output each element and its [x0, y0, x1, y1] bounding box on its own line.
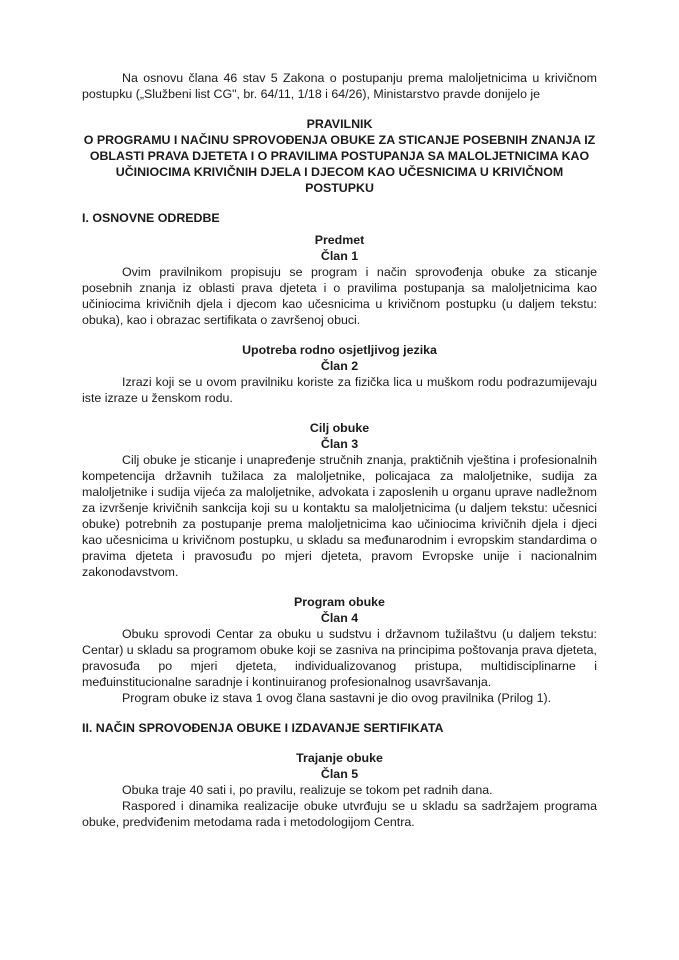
title-line-1: PRAVILNIK: [306, 117, 373, 131]
chapter-heading-1: I. OSNOVNE ODREDBE: [82, 211, 220, 225]
article-3-number: Član 3: [320, 437, 359, 451]
article-3-text: Cilj obuke je sticanje i unapređenje stručnih znanja, praktičnih vještina i profesionalnih kompetencija državnih tužilaca za maloljetnike, policajaca za maloljetnike, sudija za maloljetnike i sudija vijeća za maloljetnike, advokata i zaposlenih u organu uprave nadležnom za izvršenje krivičnih sankcija koji su u kontaktu sa maloljetnicima (u daljem tekstu: učesnici obuke) potrebnih za postupanje prema maloljetnicima kao učiniocima krivičnih djela i djeci kao učesnicima u krivičnom postupku, u skladu sa međunarodnim i evropskim standardima o pravima djeteta i pravosuđu po mjeri djeteta, pravom Evropske unije i nacionalnim zakonodavstvom.: [82, 453, 597, 579]
article-4-number: Član 4: [320, 611, 359, 625]
article-5-text-2: Raspored i dinamika realizacije obuke utvrđuju se u skladu sa sadržajem programa obuke, predviđenim metodama rada i metodologijom Centra.: [82, 799, 597, 829]
document-title: [82, 116, 597, 196]
article-2-number: Član 2: [320, 359, 359, 373]
article-5-number: Član 5: [320, 767, 359, 781]
title-line-4: UČINIOCIMA KRIVIČNIH DJELA I DJECOM KAO UČESNICIMA U KRIVIČNOM POSTUPKU: [115, 165, 564, 195]
article-4-text-2: Program obuke iz stava 1 ovog člana sastavni je dio ovog pravilnika (Prilog 1).: [122, 691, 552, 705]
article-1-title: Predmet: [314, 233, 365, 247]
title-line-2: O PROGRAMU I NAČINU SPROVOĐENJA OBUKE ZA STICANJE POSEBNIH ZNANJA IZ: [83, 133, 596, 147]
article-4-title: Program obuke: [294, 595, 385, 609]
title-line-3: OBLASTI PRAVA DJETETA I O PRAVILIMA POSTUPANJA SA MALOLJETNICIMA KAO: [89, 149, 590, 163]
article-5-title: Trajanje obuke: [296, 751, 383, 765]
article-2-text: Izrazi koji se u ovom pravilniku koriste za fizička lica u muškom rodu podrazumijevaju iste izraze u ženskom rodu.: [82, 375, 597, 405]
chapter-heading-2: II. NAČIN SPROVOĐENJA OBUKE I IZDAVANJE SERTIFIKATA: [82, 721, 444, 735]
intro-paragraph: Na osnovu člana 46 stav 5 Zakona o postupanju prema maloljetnicima u krivičnom postupku („Službeni list CG", br. 64/11, 1/18 i 64/26), Ministarstvo pravde donijelo je: [82, 71, 597, 101]
article-5-text-1: Obuka traje 40 sati i, po pravilu, realizuje se tokom pet radnih dana.: [122, 783, 493, 797]
article-3-title: Cilj obuke: [309, 421, 370, 435]
article-1-number: Član 1: [320, 249, 359, 263]
article-4-text-1: Obuku sprovodi Centar za obuku u sudstvu i državnom tužilaštvu (u daljem tekstu: Centar) u skladu sa programom obuke koji se zasniva na principima poštovanja prava djeteta, pravosuđa po mjeri djeteta, individualizovanog pristupa, multidisciplinarne i međuinstitucionalne saradnje i kontinuiranog profesionalnog usavršavanja.: [82, 627, 597, 689]
article-1-text: Ovim pravilnikom propisuju se program i način sprovođenja obuke za sticanje posebnih znanja iz oblasti prava djeteta i o pravilima postupanja sa maloljetnicima kao učiniocima krivičnih djela i djecom kao učesnicima u krivičnom postupku (u daljem tekstu: obuka), kao i obrazac sertifikata o završenoj obuci.: [82, 265, 597, 327]
article-2-title: Upotreba rodno osjetljivog jezika: [242, 343, 437, 357]
